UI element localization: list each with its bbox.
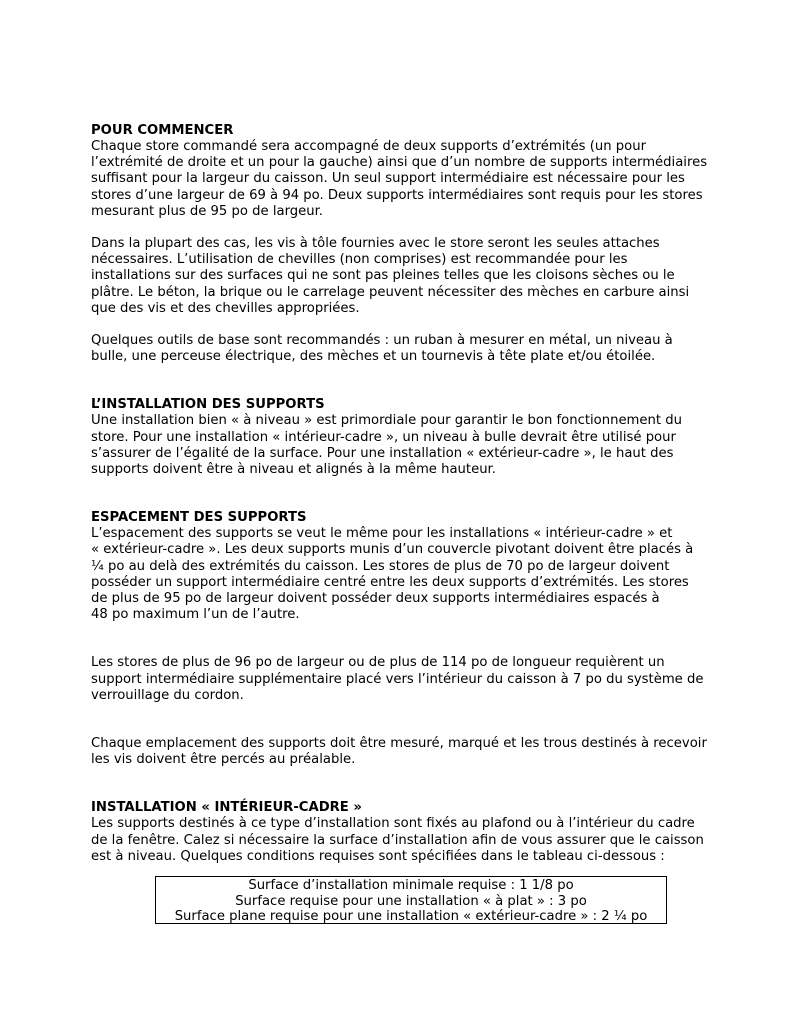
- text-line: posséder un support intermédiaire centré entre les deux supports d’extrémités. Les stores: [91, 574, 689, 590]
- text-line: installations sur des surfaces qui ne sont pas pleines telles que les cloisons sèches ou le: [91, 268, 675, 284]
- text-line: 48 po maximum l’un de l’autre.: [91, 607, 300, 623]
- text-line: supports doivent être à niveau et alignés à la même hauteur.: [91, 462, 496, 478]
- requirements-table: [155, 876, 667, 924]
- paragraph-emplacement: [91, 736, 721, 768]
- text-line: Dans la plupart des cas, les vis à tôle fournies avec le store seront les seules attaches: [91, 236, 660, 252]
- text-line: Les supports destinés à ce type d’installation sont fixés au plafond ou à l’intérieur du cadre: [91, 816, 695, 832]
- section-title-espacement-supports: ESPACEMENT DES SUPPORTS: [91, 510, 307, 526]
- document-body: [91, 123, 721, 865]
- text-line: de la fenêtre. Calez si nécessaire la surface d’installation afin de vous assurer que le caisson: [91, 832, 704, 848]
- text-line: suffisant pour la largeur du caisson. Un seul support intermédiaire est nécessaire pour les: [91, 171, 685, 187]
- text-line: Les stores de plus de 96 po de largeur ou de plus de 114 po de longueur requièrent un: [91, 655, 665, 671]
- paragraph-support-supplementaire: [91, 655, 721, 704]
- paragraph-niveau: [91, 413, 721, 478]
- requirement-flat-installation: Surface requise pour une installation « à plat » : 3 po: [235, 893, 587, 909]
- text-line: Quelques outils de base sont recommandés : un ruban à mesurer en métal, un niveau à: [91, 333, 673, 349]
- text-line: « extérieur-cadre ». Les deux supports munis d’un couvercle pivotant doivent être placés à: [91, 542, 694, 558]
- text-line: store. Pour une installation « intérieur-cadre », un niveau à bulle devrait être utilisé pour: [91, 429, 676, 445]
- paragraph-espacement: [91, 526, 721, 623]
- section-title-installation-interieur-cadre: INSTALLATION « INTÉRIEUR-CADRE »: [91, 800, 362, 816]
- text-line: nécessaires. L’utilisation de chevilles (non comprises) est recommandée pour les: [91, 252, 628, 268]
- text-line: L’espacement des supports se veut le même pour les installations « intérieur-cadre » et: [91, 526, 673, 542]
- text-line: stores d’une largeur de 69 à 94 po. Deux supports intermédiaires sont requis pour les stores: [91, 187, 703, 203]
- text-line: s’assurer de l’égalité de la surface. Pour une installation « extérieur-cadre », le haut des: [91, 445, 674, 461]
- text-line: Chaque store commandé sera accompagné de deux supports d’extrémités (un pour: [91, 139, 647, 154]
- paragraph-outils: [91, 333, 721, 365]
- text-line: les vis doivent être percés au préalable.: [91, 752, 356, 768]
- text-line: l’extrémité de droite et un pour la gauche) ainsi que d’un nombre de supports intermédiaires: [91, 155, 708, 171]
- section-title-pour-commencer: POUR COMMENCER: [91, 123, 234, 138]
- text-line: Une installation bien « à niveau » est primordiale pour garantir le bon fonctionnement du: [91, 413, 682, 429]
- text-line: verrouillage du cordon.: [91, 687, 244, 703]
- requirement-exterieur-cadre: Surface plane requise pour une installation « extérieur-cadre » : 2 ¼ po: [174, 909, 648, 925]
- paragraph-attaches: [91, 236, 721, 317]
- requirement-minimum-surface: Surface d’installation minimale requise : 1 1/8 po: [248, 878, 574, 893]
- text-line: mesurant plus de 95 po de largeur.: [91, 203, 324, 219]
- text-line: de plus de 95 po de largeur doivent posséder deux supports intermédiaires espacés à: [91, 591, 660, 607]
- text-line: support intermédiaire supplémentaire placé vers l’intérieur du caisson à 7 po du système de: [91, 671, 704, 687]
- section-title-installation-supports: L’INSTALLATION DES SUPPORTS: [91, 397, 325, 413]
- text-line: bulle, une perceuse électrique, des mèches et un tournevis à tête plate et/ou étoilée.: [91, 349, 656, 365]
- paragraph-supports-fournis: [91, 139, 721, 220]
- text-line: que des vis et des chevilles appropriées.: [91, 300, 360, 316]
- paragraph-interieur-cadre: [91, 816, 721, 865]
- text-line: ¼ po au delà des extrémités du caisson. Les stores de plus de 70 po de largeur doivent: [91, 558, 670, 574]
- text-line: est à niveau. Quelques conditions requises sont spécifiées dans le tableau ci-dessous :: [91, 848, 665, 864]
- text-line: Chaque emplacement des supports doit être mesuré, marqué et les trous destinés à recevoir: [91, 736, 707, 752]
- text-line: plâtre. Le béton, la brique ou le carrelage peuvent nécessiter des mèches en carbure ainsi: [91, 284, 690, 300]
